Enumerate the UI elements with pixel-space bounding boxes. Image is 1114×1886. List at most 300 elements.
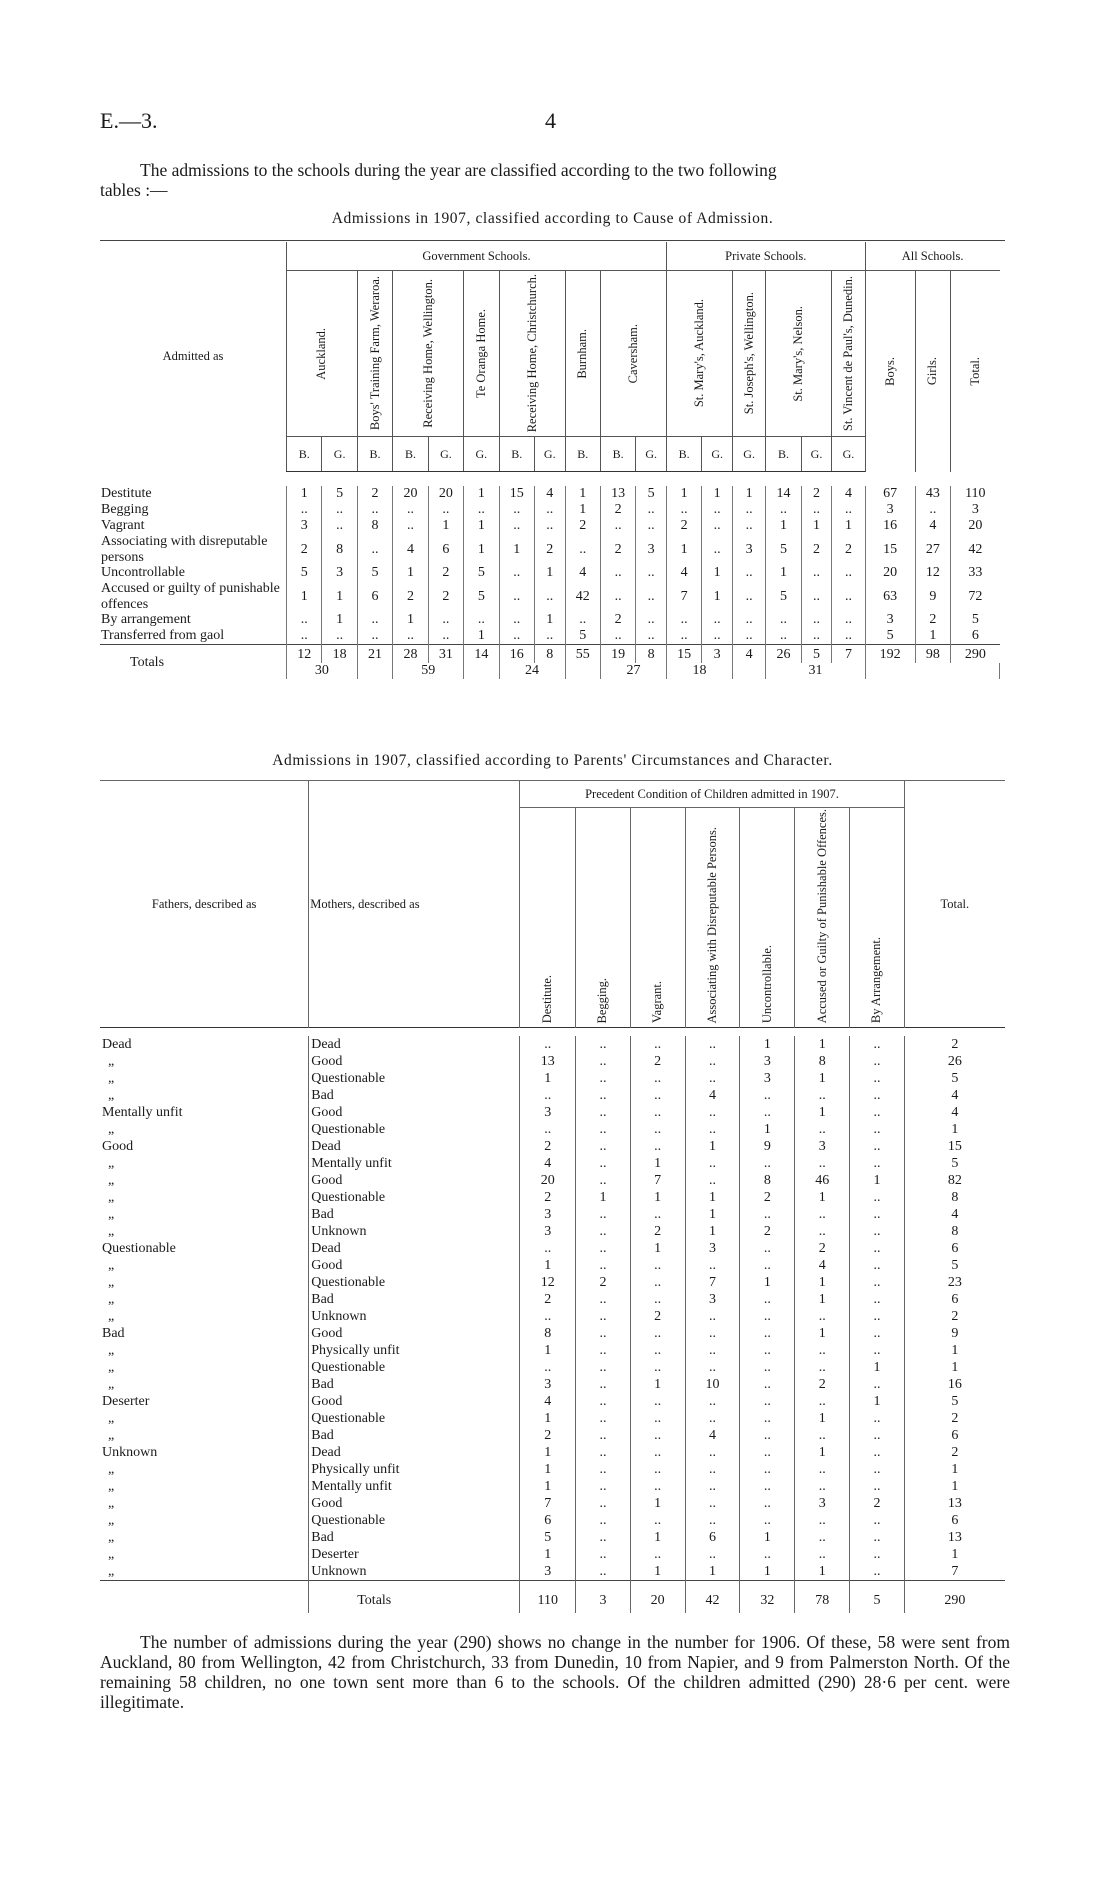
- table-cell: ..: [850, 1478, 904, 1495]
- table-cell: 42: [951, 534, 1000, 565]
- father-description: „: [108, 1224, 115, 1240]
- table-cell: ..: [850, 1121, 904, 1138]
- table-cell: ..: [630, 1461, 685, 1478]
- table-cell: 3: [685, 1240, 740, 1257]
- total-cell: 26: [766, 645, 801, 664]
- father-cell: [100, 1410, 309, 1427]
- total-cell: 110: [520, 1581, 576, 1614]
- table-cell: 1: [685, 1223, 740, 1240]
- table-cell: ..: [740, 1206, 795, 1223]
- table-cell: 1: [795, 1444, 850, 1461]
- table-cell: ..: [576, 1104, 630, 1121]
- table-cell: ..: [287, 502, 322, 518]
- table-cell: 63: [865, 581, 915, 612]
- table-cell: ..: [600, 565, 635, 581]
- total-cell: 42: [685, 1581, 740, 1614]
- table-cell: 1: [630, 1376, 685, 1393]
- table-cell: ..: [393, 628, 428, 645]
- total-cell: 31: [428, 645, 463, 664]
- table-cell: 1: [520, 1546, 576, 1563]
- table-cell: ..: [850, 1410, 904, 1427]
- father-cell: [100, 1376, 309, 1393]
- table-cell: ..: [576, 1393, 630, 1410]
- school-column-header: [915, 271, 950, 472]
- table-row: [100, 1070, 1005, 1087]
- table-cell: 4: [904, 1206, 1005, 1223]
- table-cell: ..: [685, 1325, 740, 1342]
- table-cell: ..: [740, 1342, 795, 1359]
- subtotal-cell: 30: [287, 663, 358, 679]
- table-cell: 2: [666, 518, 701, 534]
- table-cell: 2: [801, 534, 832, 565]
- table-cell: ..: [685, 1495, 740, 1512]
- table-cell: ..: [576, 1376, 630, 1393]
- row-label: Begging: [101, 502, 149, 518]
- table-cell: 1: [904, 1461, 1005, 1478]
- table-cell: 13: [600, 486, 635, 502]
- total-cell: 3: [576, 1581, 630, 1614]
- table-cell: 6: [951, 628, 1000, 645]
- table-cell: ..: [850, 1206, 904, 1223]
- total-cell: 8: [636, 645, 667, 664]
- school-name: St. Mary's, Nelson.: [791, 305, 806, 402]
- table-row: [100, 1325, 1005, 1342]
- table-cell: 6: [428, 534, 463, 565]
- table-cell: ..: [576, 1291, 630, 1308]
- subtotal-blank: [565, 663, 600, 679]
- table-cell: ..: [576, 1325, 630, 1342]
- table-cell: ..: [666, 502, 701, 518]
- table-cell: ..: [795, 1478, 850, 1495]
- table-cell: 1: [795, 1291, 850, 1308]
- table-cell: 5: [464, 581, 499, 612]
- mother-description: Physically unfit: [311, 1462, 400, 1478]
- total-cell: 5: [801, 645, 832, 664]
- father-cell: [100, 1138, 309, 1155]
- table-cell: ..: [287, 612, 322, 628]
- school-name: Caversham.: [625, 323, 640, 384]
- table-cell: 2: [630, 1223, 685, 1240]
- table-cell: 4: [666, 565, 701, 581]
- table-cell: ..: [630, 1359, 685, 1376]
- table-cell: 2: [904, 1036, 1005, 1053]
- school-column-header: [732, 271, 765, 437]
- father-description: Good: [102, 1139, 134, 1155]
- total-cell: 4: [732, 645, 765, 664]
- table-cell: 7: [666, 581, 701, 612]
- table-cell: ..: [795, 1308, 850, 1325]
- condition-name: Uncontrollable.: [759, 945, 774, 1024]
- table1-spacer: [100, 472, 1000, 487]
- mother-description: Physically unfit: [311, 1343, 400, 1359]
- table-cell: ..: [630, 1393, 685, 1410]
- table-cell: ..: [795, 1155, 850, 1172]
- table-cell: ..: [576, 1070, 630, 1087]
- father-description: Mentally unfit: [102, 1105, 183, 1121]
- father-description: „: [108, 1190, 115, 1206]
- table-cell: ..: [464, 502, 499, 518]
- table-cell: 1: [740, 1036, 795, 1053]
- sex-column-header: G.: [636, 437, 667, 472]
- table-cell: ..: [702, 534, 733, 565]
- table-cell: ..: [685, 1461, 740, 1478]
- table-cell: ..: [685, 1546, 740, 1563]
- table-cell: 1: [576, 1189, 630, 1206]
- table-cell: 1: [685, 1563, 740, 1581]
- sex-column-header: G.: [464, 437, 499, 472]
- table-cell: 1: [740, 1563, 795, 1581]
- table-cell: ..: [850, 1104, 904, 1121]
- table-cell: 1: [520, 1461, 576, 1478]
- total-cell: 14: [464, 645, 499, 664]
- subtotal-blank: [464, 663, 499, 679]
- table-cell: ..: [732, 518, 765, 534]
- school-name: Receiving Home, Christchurch.: [524, 274, 539, 433]
- table-cell: 5: [904, 1393, 1005, 1410]
- table-cell: 2: [600, 612, 635, 628]
- father-description: „: [108, 1377, 115, 1393]
- subtotal-blank: [732, 663, 765, 679]
- totals-label: Totals: [100, 645, 287, 680]
- closing-paragraph: The number of admissions during the year (290) shows no change in the number for 1906. Of these, 58 were sent from Auckland, 80 from Wellington, 42 from Christchurch, 33 from Dunedin, 10 from Napier, and 9 from Palmerston North. Of the remaining 58 children, no one town sent more than 6 to the schools. Of the children admitted (290) 28·6 per cent. were illegitimate.: [100, 1632, 1010, 1712]
- table-cell: ..: [850, 1070, 904, 1087]
- parents-circumstances-table: [100, 780, 1005, 1613]
- table-row: [100, 1138, 1005, 1155]
- mother-description: Questionable: [311, 1122, 386, 1138]
- table-row: [100, 1359, 1005, 1376]
- table-cell: 1: [534, 612, 565, 628]
- condition-column-header: [520, 808, 576, 1028]
- table-cell: 1: [904, 1478, 1005, 1495]
- table-cell: 3: [740, 1070, 795, 1087]
- school-name: St. Mary's, Auckland.: [691, 299, 706, 408]
- condition-column-header: [630, 808, 685, 1028]
- table-cell: ..: [740, 1495, 795, 1512]
- table-cell: ..: [685, 1053, 740, 1070]
- mother-description: Questionable: [311, 1513, 386, 1529]
- table-cell: 46: [795, 1172, 850, 1189]
- table-cell: 3: [520, 1104, 576, 1121]
- table-cell: ..: [795, 1427, 850, 1444]
- table-cell: 2: [904, 1444, 1005, 1461]
- table-cell: ..: [685, 1172, 740, 1189]
- table-cell: 43: [915, 486, 950, 502]
- table-cell: ..: [766, 628, 801, 645]
- school-name: Boys' Training Farm, Weraroa.: [367, 276, 382, 431]
- mother-description: Bad: [311, 1377, 334, 1393]
- father-cell: [100, 1308, 309, 1325]
- subtotal-cell: 27: [600, 663, 666, 679]
- table-cell: ..: [685, 1155, 740, 1172]
- table-cell: 5: [904, 1155, 1005, 1172]
- table-cell: 6: [904, 1291, 1005, 1308]
- table-cell: ..: [630, 1206, 685, 1223]
- table-row: [100, 1427, 1005, 1444]
- table-cell: 20: [951, 518, 1000, 534]
- father-description: „: [108, 1071, 115, 1087]
- table-cell: ..: [630, 1087, 685, 1104]
- table-cell: 72: [951, 581, 1000, 612]
- table-cell: 1: [832, 518, 865, 534]
- table-cell: ..: [740, 1308, 795, 1325]
- table-cell: 1: [904, 1546, 1005, 1563]
- school-column-header: [865, 271, 915, 472]
- table-cell: 3: [287, 518, 322, 534]
- table-cell: 2: [576, 1274, 630, 1291]
- totals-blank: [100, 1581, 309, 1614]
- table-cell: 4: [832, 486, 865, 502]
- school-name: Boys.: [882, 356, 897, 386]
- table-cell: 5: [357, 565, 392, 581]
- table-cell: 5: [636, 486, 667, 502]
- table-cell: ..: [801, 581, 832, 612]
- fathers-header: Fathers, described as: [100, 781, 309, 1028]
- table-row: [100, 1257, 1005, 1274]
- father-cell: [100, 1563, 309, 1581]
- table-cell: 26: [904, 1053, 1005, 1070]
- table-cell: 4: [685, 1087, 740, 1104]
- table-row: [100, 534, 1005, 565]
- table-cell: 1: [464, 628, 499, 645]
- total-cell: 20: [630, 1581, 685, 1614]
- father-cell: [100, 1155, 309, 1172]
- table-cell: 2: [357, 486, 392, 502]
- table-cell: 1: [393, 565, 428, 581]
- table-cell: ..: [499, 581, 534, 612]
- father-description: „: [108, 1207, 115, 1223]
- table-cell: 1: [850, 1393, 904, 1410]
- mother-description: Questionable: [311, 1411, 386, 1427]
- table-cell: 82: [904, 1172, 1005, 1189]
- father-description: „: [108, 1173, 115, 1189]
- table-cell: 2: [520, 1189, 576, 1206]
- mother-description: Dead: [311, 1241, 341, 1257]
- condition-column-header: [576, 808, 630, 1028]
- mother-description: Bad: [311, 1428, 334, 1444]
- table-cell: ..: [740, 1104, 795, 1121]
- table-cell: 1: [795, 1036, 850, 1053]
- table-cell: 3: [520, 1563, 576, 1581]
- table-cell: ..: [428, 612, 463, 628]
- table-cell: ..: [850, 1053, 904, 1070]
- table-cell: 2: [795, 1240, 850, 1257]
- table-cell: ..: [795, 1206, 850, 1223]
- table-cell: 1: [287, 486, 322, 502]
- table-cell: 33: [951, 565, 1000, 581]
- table-cell: 1: [666, 486, 701, 502]
- condition-column-header: [685, 808, 740, 1028]
- table-cell: 3: [322, 565, 357, 581]
- table-row: [100, 1172, 1005, 1189]
- table-cell: 2: [565, 518, 600, 534]
- condition-column-header: [795, 808, 850, 1028]
- table-cell: 5: [904, 1257, 1005, 1274]
- table-cell: ..: [740, 1376, 795, 1393]
- table-cell: ..: [357, 612, 392, 628]
- father-cell: [100, 1223, 309, 1240]
- table-cell: ..: [630, 1512, 685, 1529]
- table-cell: 7: [630, 1172, 685, 1189]
- table-cell: 2: [393, 581, 428, 612]
- subtotal-cell: 18: [666, 663, 732, 679]
- table-cell: 2: [600, 534, 635, 565]
- table-cell: 5: [464, 565, 499, 581]
- table-cell: 3: [795, 1495, 850, 1512]
- table-cell: 2: [795, 1376, 850, 1393]
- total-cell: 12: [287, 645, 322, 664]
- table-cell: ..: [666, 612, 701, 628]
- table-row: [100, 1104, 1005, 1121]
- table-cell: 5: [287, 565, 322, 581]
- school-name: Auckland.: [314, 327, 329, 380]
- table-cell: 9: [740, 1138, 795, 1155]
- table-cell: 1: [795, 1325, 850, 1342]
- table-cell: 1: [520, 1342, 576, 1359]
- table-row: [100, 486, 1005, 502]
- father-cell: [100, 1444, 309, 1461]
- condition-name: Associating with Disreputable Persons.: [705, 826, 720, 1024]
- table-cell: 1: [666, 534, 701, 565]
- condition-name: Vagrant.: [650, 981, 665, 1024]
- table-cell: 2: [428, 565, 463, 581]
- table-cell: ..: [534, 581, 565, 612]
- table-cell: 4: [565, 565, 600, 581]
- table-cell: 16: [865, 518, 915, 534]
- table-cell: 1: [795, 1410, 850, 1427]
- father-cell: [100, 1546, 309, 1563]
- table-cell: ..: [685, 1444, 740, 1461]
- mother-description: Deserter: [311, 1547, 359, 1563]
- table1-title: Admissions in 1907, classified according to Cause of Admission.: [331, 210, 774, 227]
- table-cell: 23: [904, 1274, 1005, 1291]
- mother-description: Dead: [311, 1445, 341, 1461]
- table-cell: 2: [520, 1291, 576, 1308]
- table-cell: ..: [795, 1461, 850, 1478]
- table-cell: 8: [904, 1223, 1005, 1240]
- subtotal-cell: 31: [766, 663, 865, 679]
- table-cell: ..: [850, 1376, 904, 1393]
- table-row: [100, 518, 1005, 534]
- subtotal-cell: 59: [393, 663, 464, 679]
- table-cell: ..: [636, 612, 667, 628]
- table-cell: 3: [732, 534, 765, 565]
- table-cell: ..: [630, 1410, 685, 1427]
- mother-description: Dead: [311, 1037, 341, 1053]
- table-cell: ..: [732, 581, 765, 612]
- table-cell: 4: [520, 1155, 576, 1172]
- table-row: [100, 1495, 1005, 1512]
- table-cell: ..: [850, 1036, 904, 1053]
- mother-description: Good: [311, 1258, 343, 1274]
- table-cell: 8: [520, 1325, 576, 1342]
- table-cell: 2: [801, 486, 832, 502]
- father-cell: [100, 1257, 309, 1274]
- table-row: [100, 1546, 1005, 1563]
- school-column-header: [357, 271, 392, 437]
- table-row: [100, 502, 1005, 518]
- table-cell: ..: [685, 1359, 740, 1376]
- condition-name: By Arrangement.: [869, 937, 884, 1024]
- school-column-header: [464, 271, 499, 437]
- total-cell: 290: [951, 645, 1000, 664]
- table-cell: 4: [795, 1257, 850, 1274]
- table-cell: ..: [850, 1189, 904, 1206]
- table-cell: 2: [740, 1223, 795, 1240]
- table-cell: ..: [850, 1427, 904, 1444]
- table-row: [100, 1155, 1005, 1172]
- table-cell: 3: [520, 1223, 576, 1240]
- table-cell: ..: [666, 628, 701, 645]
- table-cell: ..: [801, 612, 832, 628]
- total-cell: 15: [666, 645, 701, 664]
- table-cell: ..: [630, 1257, 685, 1274]
- table-cell: 7: [904, 1563, 1005, 1581]
- table-cell: ..: [393, 502, 428, 518]
- table-cell: ..: [740, 1257, 795, 1274]
- father-description: Questionable: [102, 1241, 176, 1257]
- table-cell: 2: [534, 534, 565, 565]
- condition-column-header: [850, 808, 904, 1028]
- table-cell: 1: [630, 1189, 685, 1206]
- table-cell: 1: [287, 581, 322, 612]
- table-cell: 1: [520, 1478, 576, 1495]
- table-cell: ..: [832, 628, 865, 645]
- school-column-header: [951, 271, 1000, 472]
- table-cell: 5: [766, 534, 801, 565]
- table-cell: ..: [576, 1359, 630, 1376]
- table-cell: 5: [951, 612, 1000, 628]
- total-cell: 18: [322, 645, 357, 664]
- table-row: [100, 1036, 1005, 1053]
- father-cell: [100, 1359, 309, 1376]
- father-description: „: [108, 1292, 115, 1308]
- mother-description: Questionable: [311, 1071, 386, 1087]
- table-cell: ..: [732, 628, 765, 645]
- table-cell: ..: [795, 1121, 850, 1138]
- table-cell: 2: [287, 534, 322, 565]
- totals-label: Totals: [309, 1581, 520, 1614]
- table-cell: 5: [865, 628, 915, 645]
- private-schools-header: Private Schools.: [666, 242, 865, 271]
- father-description: „: [108, 1309, 115, 1325]
- mother-description: Questionable: [311, 1190, 386, 1206]
- mother-description: Bad: [311, 1530, 334, 1546]
- table-cell: ..: [832, 502, 865, 518]
- table-cell: ..: [576, 1053, 630, 1070]
- table-cell: 5: [322, 486, 357, 502]
- father-description: „: [108, 1360, 115, 1376]
- table-cell: ..: [565, 612, 600, 628]
- table-cell: 1: [499, 534, 534, 565]
- table-cell: 1: [322, 612, 357, 628]
- table-cell: 3: [636, 534, 667, 565]
- sex-column-header: G.: [832, 437, 865, 472]
- mothers-header: Mothers, described as: [309, 781, 520, 1028]
- row-label: Transferred from gaol: [101, 628, 225, 644]
- table-cell: 1: [685, 1206, 740, 1223]
- table-cell: 1: [740, 1529, 795, 1546]
- father-cell: [100, 1512, 309, 1529]
- mother-description: Mentally unfit: [311, 1479, 392, 1495]
- father-description: „: [108, 1343, 115, 1359]
- table-row: [100, 1240, 1005, 1257]
- table-cell: ..: [850, 1563, 904, 1581]
- father-description: „: [108, 1428, 115, 1444]
- table-cell: ..: [630, 1325, 685, 1342]
- table-cell: ..: [850, 1291, 904, 1308]
- table-cell: 20: [865, 565, 915, 581]
- table-cell: ..: [702, 518, 733, 534]
